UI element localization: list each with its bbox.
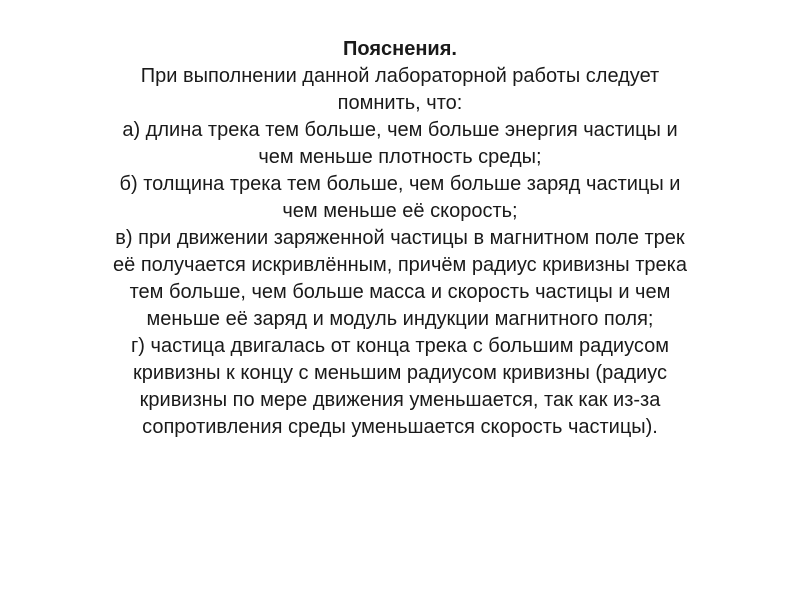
text-line-9: тем больше, чем больше масса и скорость частицы и чем	[129, 281, 671, 303]
text-line-3: а) длина трека тем больше, чем больше энергия частицы и	[122, 119, 678, 141]
text-line-10: меньше её заряд и модуль индукции магнитного поля;	[146, 308, 654, 330]
text-line-4: чем меньше плотность среды;	[258, 146, 542, 168]
text-line-14: сопротивления среды уменьшается скорость частицы).	[142, 416, 658, 438]
text-line-1: При выполнении данной лабораторной работы следует	[140, 65, 660, 87]
text-line-11: г) частица двигалась от конца трека с большим радиусом	[131, 335, 669, 357]
text-line-13: кривизны по мере движения уменьшается, так как из-за	[139, 389, 661, 411]
text-line-6: чем меньше её скорость;	[282, 200, 518, 222]
explanation-title: Пояснения.	[343, 38, 457, 60]
explanation-text-block	[40, 36, 760, 441]
text-line-2: помнить, что:	[337, 92, 463, 114]
text-line-7: в) при движении заряженной частицы в магнитном поле трек	[115, 227, 685, 249]
text-line-8: её получается искривлённым, причём радиус кривизны трека	[113, 254, 687, 276]
text-line-12: кривизны к концу с меньшим радиусом кривизны (радиус	[133, 362, 667, 384]
text-line-5: б) толщина трека тем больше, чем больше заряд частицы и	[119, 173, 681, 195]
